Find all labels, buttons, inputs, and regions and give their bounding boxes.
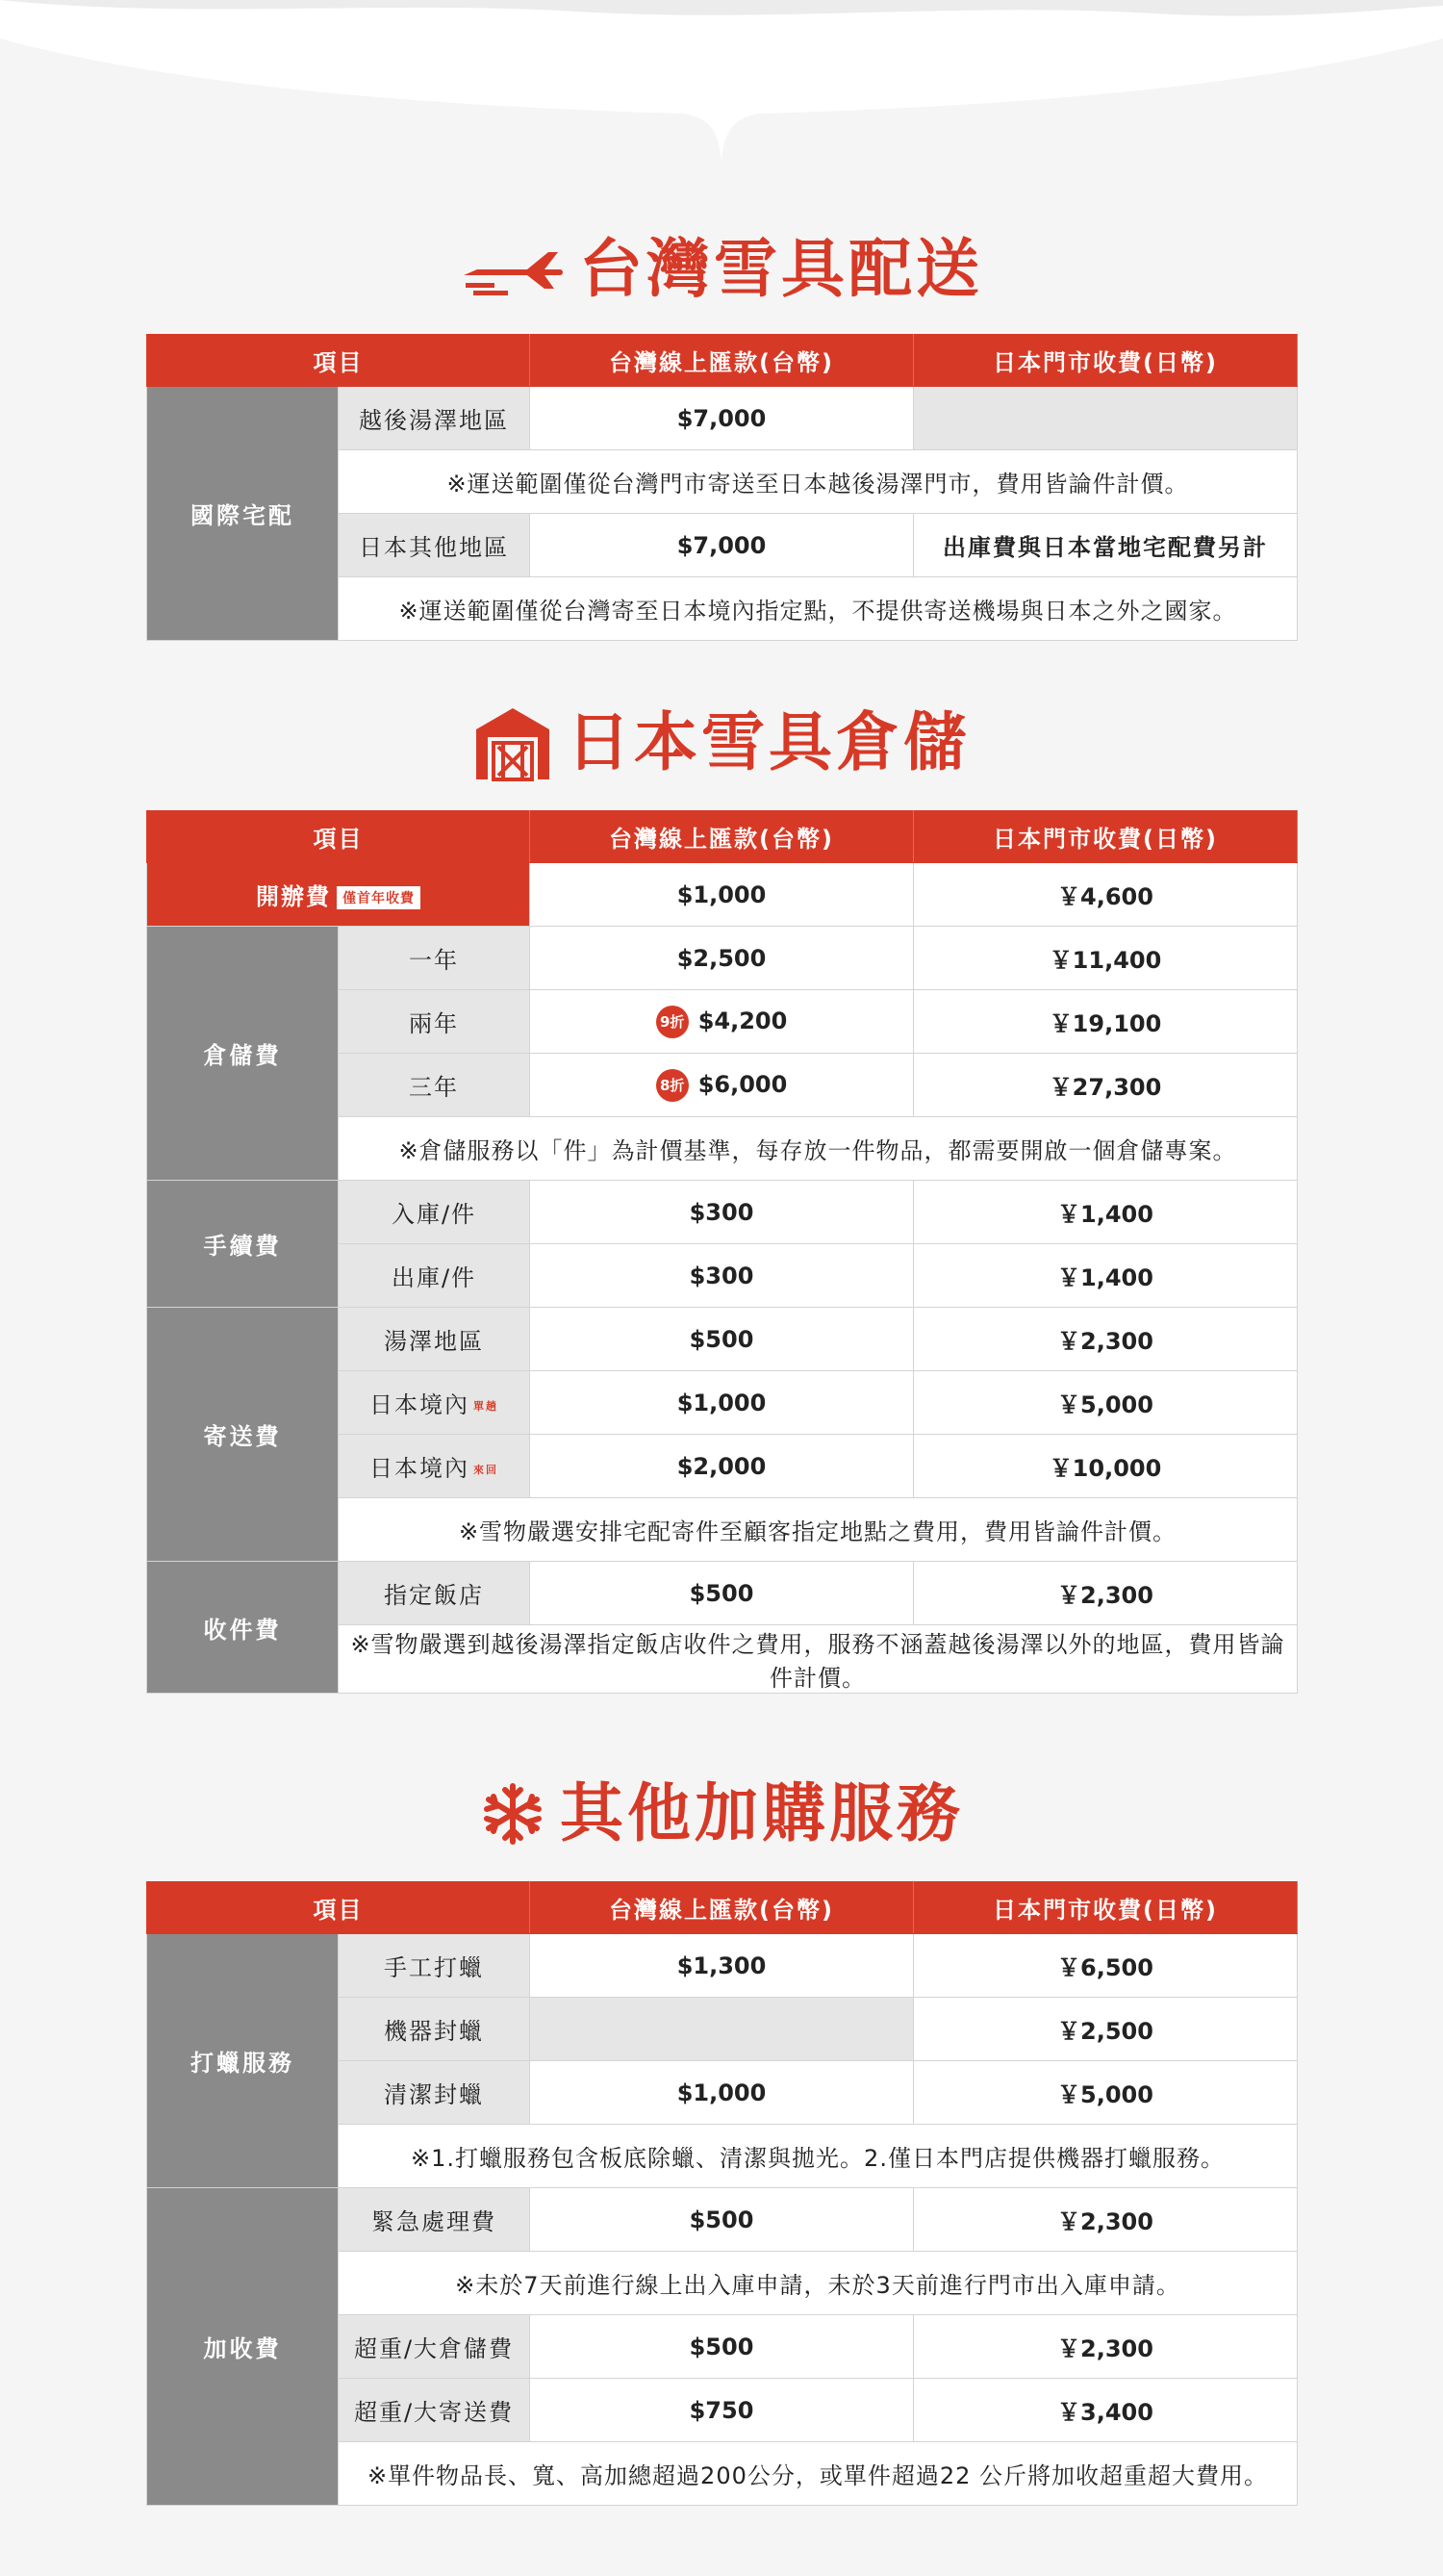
tw-price: $500 xyxy=(530,1562,914,1625)
tw-price: $7,000 xyxy=(530,514,914,577)
category-international-delivery: 國際宅配 xyxy=(147,387,339,641)
header-tw-price: 台灣線上匯款(台幣) xyxy=(530,335,914,387)
discount-badge: 8折 xyxy=(656,1069,689,1102)
category-wax-service: 打蠟服務 xyxy=(147,1934,339,2188)
tw-price: $500 xyxy=(530,2188,914,2252)
sub-item: 入庫/件 xyxy=(339,1181,530,1244)
setup-fee-label xyxy=(147,863,530,927)
header-jp-price: 日本門市收費(日幣) xyxy=(914,1882,1298,1934)
sub-item: 超重/大寄送費 xyxy=(339,2379,530,2442)
table-row xyxy=(147,1562,1298,1625)
table-row xyxy=(147,863,1298,927)
tw-price: $7,000 xyxy=(530,387,914,450)
extras-section-title xyxy=(0,1775,1443,1852)
tw-price: $300 xyxy=(530,1181,914,1244)
delivery-note: ※雪物嚴選安排宅配寄件至顧客指定地點之費用，費用皆論件計價。 xyxy=(339,1498,1298,1562)
extras-price-table xyxy=(146,1881,1298,2506)
table-header-row xyxy=(147,1882,1298,1934)
tw-price: $2,000 xyxy=(530,1435,914,1498)
jp-price: ￥5,000 xyxy=(914,2061,1298,2125)
jp-price: ￥2,300 xyxy=(914,2188,1298,2252)
shipping-price-table xyxy=(146,334,1298,641)
shipping-note: ※運送範圍僅從台灣寄至日本境內指定點，不提供寄送機場與日本之外之國家。 xyxy=(339,577,1298,641)
jp-price: ￥2,500 xyxy=(914,1998,1298,2061)
pickup-note: ※雪物嚴選到越後湯澤指定飯店收件之費用，服務不涵蓋越後湯澤以外的地區，費用皆論件計價。 xyxy=(339,1625,1298,1694)
tw-price: $1,300 xyxy=(530,1934,914,1998)
category-pickup-fee: 收件費 xyxy=(147,1562,339,1694)
shipping-title: 台灣雪具配送 xyxy=(579,232,983,306)
header-item: 項目 xyxy=(147,335,530,387)
setup-fee-text: 開辦費 xyxy=(256,883,331,910)
jp-price-empty xyxy=(914,387,1298,450)
header-tw-price: 台灣線上匯款(台幣) xyxy=(530,811,914,863)
sub-item: 超重/大倉儲費 xyxy=(339,2315,530,2379)
table-row xyxy=(147,387,1298,450)
jp-price: ￥1,400 xyxy=(914,1244,1298,1308)
jp-price-text: 出庫費與日本當地宅配費另計 xyxy=(914,514,1298,577)
sub-item: 日本境內 xyxy=(369,1391,469,1418)
jp-price: ￥19,100 xyxy=(914,990,1298,1054)
sub-item: 機器封蠟 xyxy=(339,1998,530,2061)
sub-item: 三年 xyxy=(339,1054,530,1117)
table-header-row xyxy=(147,811,1298,863)
sub-item: 指定飯店 xyxy=(339,1562,530,1625)
sub-item-cell xyxy=(339,1435,530,1498)
table-row xyxy=(147,2188,1298,2252)
tw-price-cell xyxy=(530,1054,914,1117)
shipping-note: ※運送範圍僅從台灣門市寄送至日本越後湯澤門市，費用皆論件計價。 xyxy=(339,450,1298,514)
sub-item: 日本其他地區 xyxy=(339,514,530,577)
table-row xyxy=(147,1934,1298,1998)
sub-item: 緊急處理費 xyxy=(339,2188,530,2252)
jp-price: ￥2,300 xyxy=(914,1562,1298,1625)
header-jp-price: 日本門市收費(日幣) xyxy=(914,811,1298,863)
jp-price: ￥2,300 xyxy=(914,2315,1298,2379)
jp-price: ￥4,600 xyxy=(914,863,1298,927)
first-year-tag: 僅首年收費 xyxy=(337,886,420,909)
tw-price: $500 xyxy=(530,1308,914,1371)
tw-price: $6,000 xyxy=(697,1070,788,1098)
tw-price: $1,000 xyxy=(530,863,914,927)
jp-price: ￥27,300 xyxy=(914,1054,1298,1117)
jp-price: ￥2,300 xyxy=(914,1308,1298,1371)
header-tw-price: 台灣線上匯款(台幣) xyxy=(530,1882,914,1934)
sub-item: 出庫/件 xyxy=(339,1244,530,1308)
airplane-icon xyxy=(460,241,566,298)
warehouse-icon xyxy=(472,704,553,781)
table-row xyxy=(147,1308,1298,1371)
round-trip-tag: 來回 xyxy=(473,1464,498,1476)
tw-price: $1,000 xyxy=(530,2061,914,2125)
top-wave-decoration xyxy=(0,0,1443,164)
header-item: 項目 xyxy=(147,811,530,863)
discount-badge: 9折 xyxy=(656,1006,689,1038)
surcharge-note: ※單件物品長、寬、高加總超過200公分，或單件超過22 公斤將加收超重超大費用。 xyxy=(339,2442,1298,2506)
tw-price: $500 xyxy=(530,2315,914,2379)
category-delivery-fee: 寄送費 xyxy=(147,1308,339,1562)
storage-price-table xyxy=(146,810,1298,1694)
category-surcharge: 加收費 xyxy=(147,2188,339,2506)
jp-price: ￥11,400 xyxy=(914,927,1298,990)
jp-price: ￥3,400 xyxy=(914,2379,1298,2442)
sub-item: 一年 xyxy=(339,927,530,990)
sub-item: 清潔封蠟 xyxy=(339,2061,530,2125)
storage-title: 日本雪具倉儲 xyxy=(567,705,971,779)
extras-title: 其他加購服務 xyxy=(560,1776,964,1850)
storage-section-title xyxy=(0,704,1443,781)
table-row xyxy=(147,1181,1298,1244)
sub-item: 手工打蠟 xyxy=(339,1934,530,1998)
tw-price: $4,200 xyxy=(697,1007,788,1034)
sub-item: 越後湯澤地區 xyxy=(339,387,530,450)
category-handling-fee: 手續費 xyxy=(147,1181,339,1308)
jp-price: ￥5,000 xyxy=(914,1371,1298,1435)
header-item: 項目 xyxy=(147,1882,530,1934)
tw-price: $2,500 xyxy=(530,927,914,990)
tw-price-cell xyxy=(530,990,914,1054)
table-header-row xyxy=(147,335,1298,387)
jp-price: ￥1,400 xyxy=(914,1181,1298,1244)
category-storage-fee: 倉儲費 xyxy=(147,927,339,1181)
jp-price: ￥6,500 xyxy=(914,1934,1298,1998)
jp-price: ￥10,000 xyxy=(914,1435,1298,1498)
tw-price-empty xyxy=(530,1998,914,2061)
storage-note: ※倉儲服務以「件」為計價基準，每存放一件物品，都需要開啟一個倉儲專案。 xyxy=(339,1117,1298,1181)
snowflake-icon xyxy=(479,1780,546,1848)
surcharge-note: ※未於7天前進行線上出入庫申請，未於3天前進行門市出入庫申請。 xyxy=(339,2252,1298,2315)
tw-price: $1,000 xyxy=(530,1371,914,1435)
shipping-section-title xyxy=(0,231,1443,308)
sub-item-cell xyxy=(339,1371,530,1435)
sub-item: 兩年 xyxy=(339,990,530,1054)
sub-item: 湯澤地區 xyxy=(339,1308,530,1371)
tw-price: $300 xyxy=(530,1244,914,1308)
wax-note: ※1.打蠟服務包含板底除蠟、清潔與拋光。2.僅日本門店提供機器打蠟服務。 xyxy=(339,2125,1298,2188)
one-way-tag: 單趟 xyxy=(473,1400,498,1413)
header-jp-price: 日本門市收費(日幣) xyxy=(914,335,1298,387)
tw-price: $750 xyxy=(530,2379,914,2442)
table-row xyxy=(147,927,1298,990)
sub-item: 日本境內 xyxy=(369,1455,469,1482)
